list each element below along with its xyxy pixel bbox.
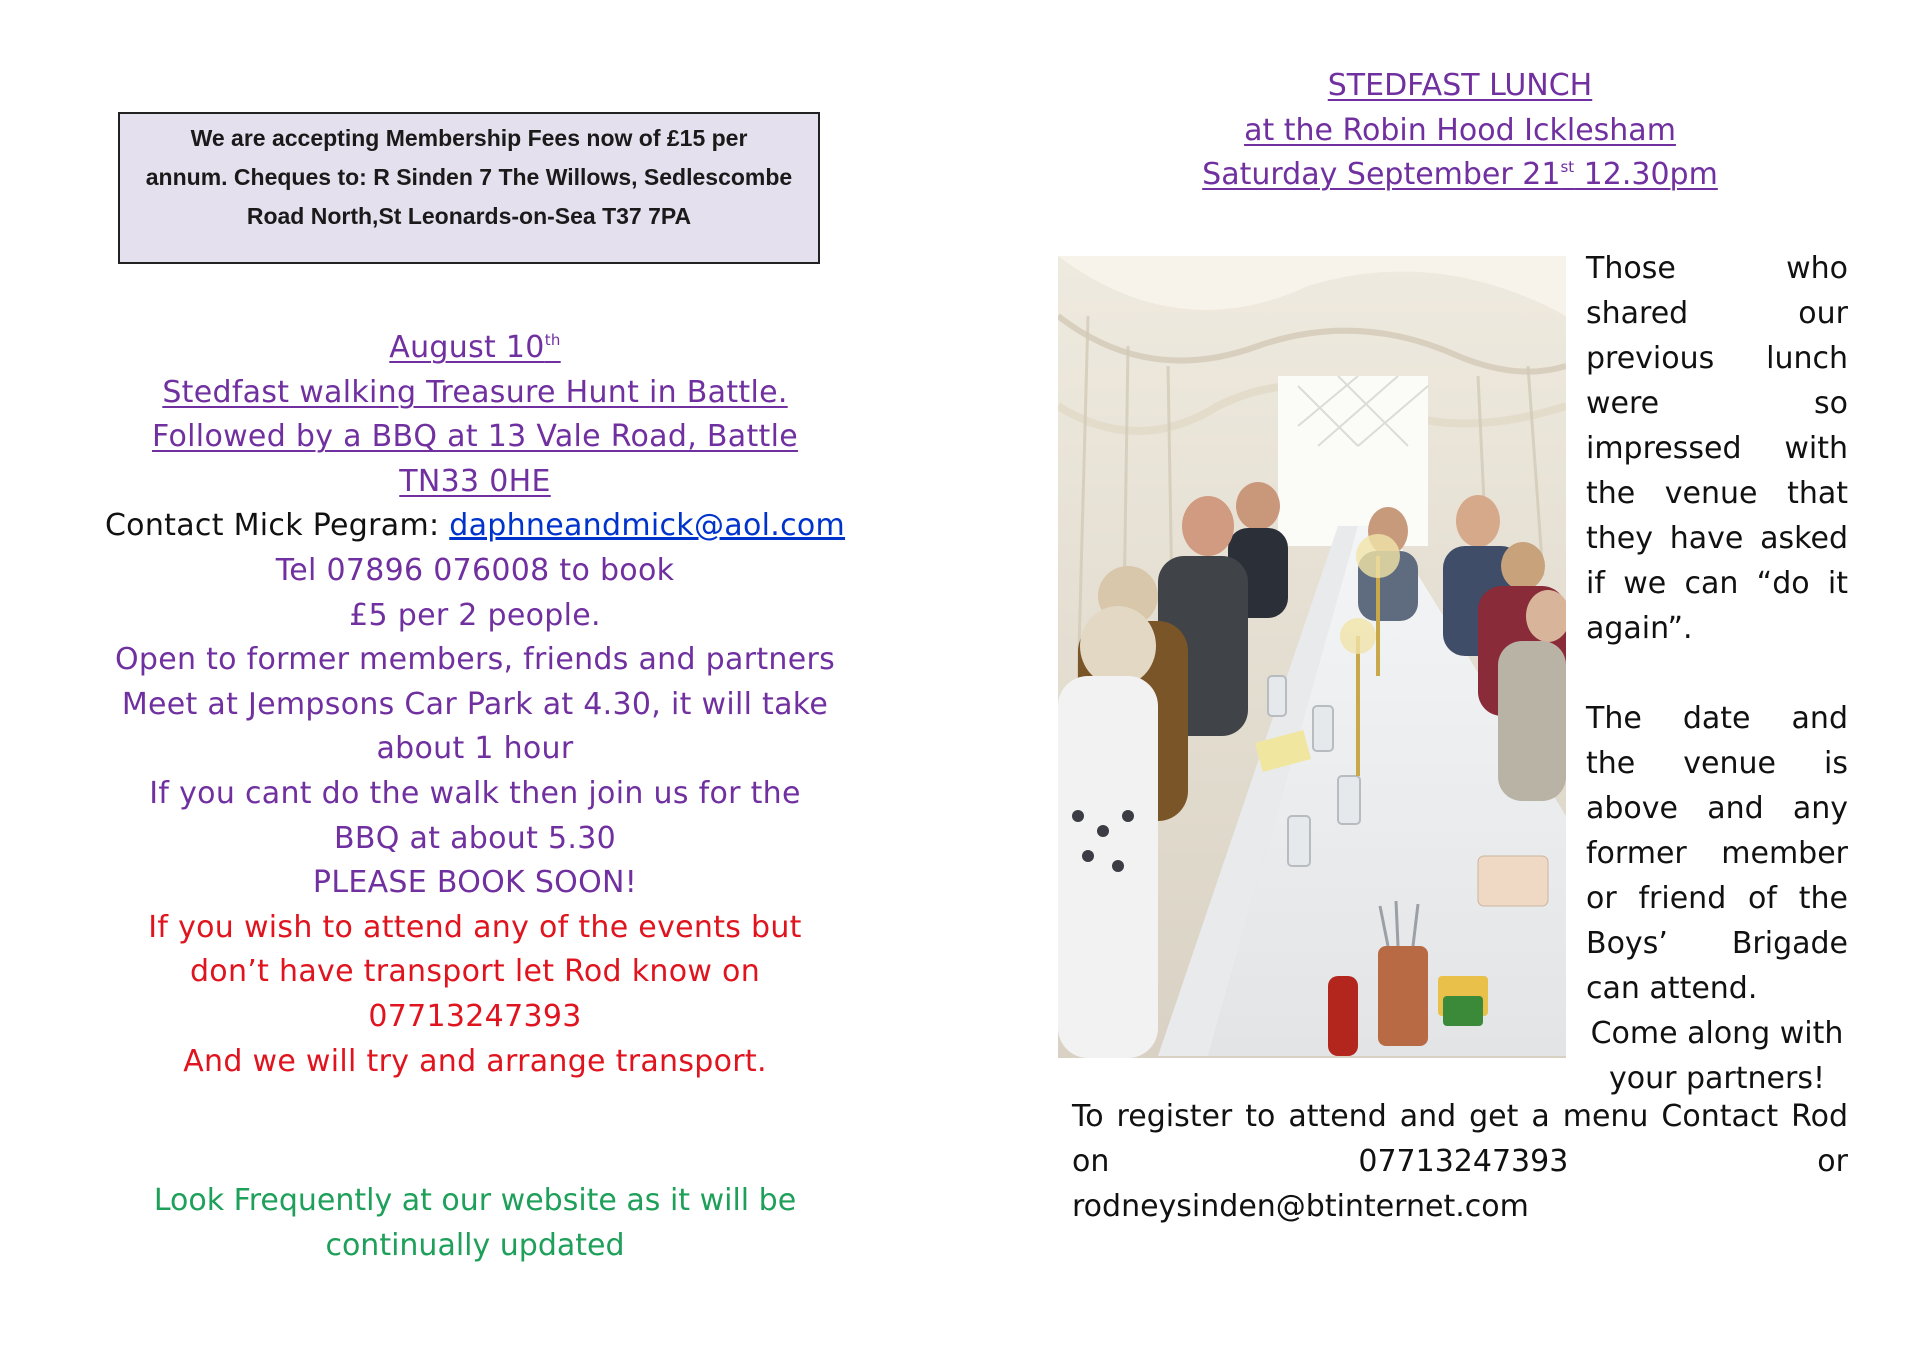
event-price: £5 per 2 people.: [349, 597, 601, 633]
lunch-venue: at the Robin Hood Icklesham: [1244, 112, 1676, 148]
website-line-2: continually updated: [325, 1228, 625, 1263]
para2-line: or friend of the: [1586, 881, 1848, 916]
event-date-text: August 10: [389, 330, 545, 365]
event-title-line-2: Followed by a BBQ at 13 Vale Road, Battle: [152, 419, 798, 455]
contact-email-link[interactable]: daphneandmick@aol.com: [449, 508, 846, 544]
come-along-line-2: your partners!: [1609, 1061, 1825, 1096]
event-date: [80, 326, 870, 371]
lunch-photo: [1058, 256, 1566, 1058]
paragraph-gap: [1586, 651, 1848, 696]
event-title-line-1: Stedfast walking Treasure Hunt in Battle.: [162, 374, 788, 410]
contact-line: [80, 504, 870, 549]
event-meet-line-2: about 1 hour: [376, 731, 574, 767]
lunch-heading: [1060, 64, 1860, 198]
para2-line: above and any: [1586, 791, 1848, 826]
event-postcode: TN33 0HE: [399, 463, 551, 499]
event-postcode-row: [80, 460, 870, 505]
transport-line-3: And we will try and arrange transport.: [183, 1043, 767, 1079]
register-email: rodneysinden@btinternet.com: [1072, 1189, 1529, 1224]
register-text: To register to attend and get a menu Contact Rod on 07713247393 or: [1072, 1099, 1848, 1179]
fee-line-1: We are accepting Membership Fees now of £15 per: [190, 125, 748, 151]
para1-line: again”.: [1586, 611, 1693, 646]
para1-line: the venue that: [1586, 476, 1848, 511]
august-event-section: [80, 326, 870, 1084]
fee-line-3: Road North,St Leonards-on-Sea T37 7PA: [246, 203, 692, 229]
lunch-title: STEDFAST LUNCH: [1327, 68, 1593, 103]
para2-line: can attend.: [1586, 971, 1758, 1006]
website-line-1: Look Frequently at our website as it will be: [153, 1183, 797, 1218]
transport-line-1: If you wish to attend any of the events but: [148, 909, 802, 945]
event-bbq-line-1: If you cant do the walk then join us for the: [149, 775, 801, 811]
para1-line: impressed with: [1586, 431, 1848, 466]
please-book-notice: PLEASE BOOK SOON!: [312, 865, 638, 901]
event-title-line-1-row: [80, 371, 870, 416]
website-notice: [80, 1178, 870, 1268]
transport-phone: 07713247393: [368, 998, 582, 1034]
para1-line: if we can “do it: [1586, 566, 1848, 601]
event-date-suffix: th: [544, 331, 561, 349]
para1-line: Those who: [1586, 251, 1848, 286]
event-meet-line-1: Meet at Jempsons Car Park at 4.30, it will take: [121, 686, 829, 722]
para2-line: the venue is: [1586, 746, 1848, 781]
transport-line-2: don’t have transport let Rod know on: [189, 954, 761, 990]
lunch-date: Saturday September 21: [1202, 157, 1561, 192]
lunch-time: 12.30pm: [1574, 157, 1718, 192]
contact-label: Contact Mick Pegram:: [104, 508, 450, 544]
register-instructions: [1072, 1094, 1848, 1229]
para1-line: they have asked: [1586, 521, 1848, 556]
lunch-venue-row: [1060, 109, 1860, 154]
para1-line: previous lunch: [1586, 341, 1848, 376]
event-open-to: Open to former members, friends and partners: [114, 642, 836, 678]
come-along-line-1: Come along with: [1590, 1016, 1844, 1051]
membership-fee-box: [118, 112, 820, 264]
para1-line: were so: [1586, 386, 1848, 421]
lunch-title-row: [1060, 64, 1860, 109]
para2-line: The date and: [1586, 701, 1848, 736]
lunch-date-suffix: st: [1560, 158, 1575, 176]
lunch-photo-illustration: [1058, 256, 1566, 1058]
lunch-date-row: [1060, 153, 1860, 198]
para2-line: former member: [1586, 836, 1848, 871]
event-title-line-2-row: [80, 415, 870, 460]
fee-line-2: annum. Cheques to: R Sinden 7 The Willows, Sedlescombe: [145, 164, 793, 190]
event-tel: Tel 07896 076008 to book: [275, 552, 675, 588]
para2-line: Boys’ Brigade: [1586, 926, 1848, 961]
event-bbq-line-2: BBQ at about 5.30: [334, 820, 616, 856]
para1-line: shared our: [1586, 296, 1848, 331]
lunch-description: [1586, 246, 1848, 1101]
